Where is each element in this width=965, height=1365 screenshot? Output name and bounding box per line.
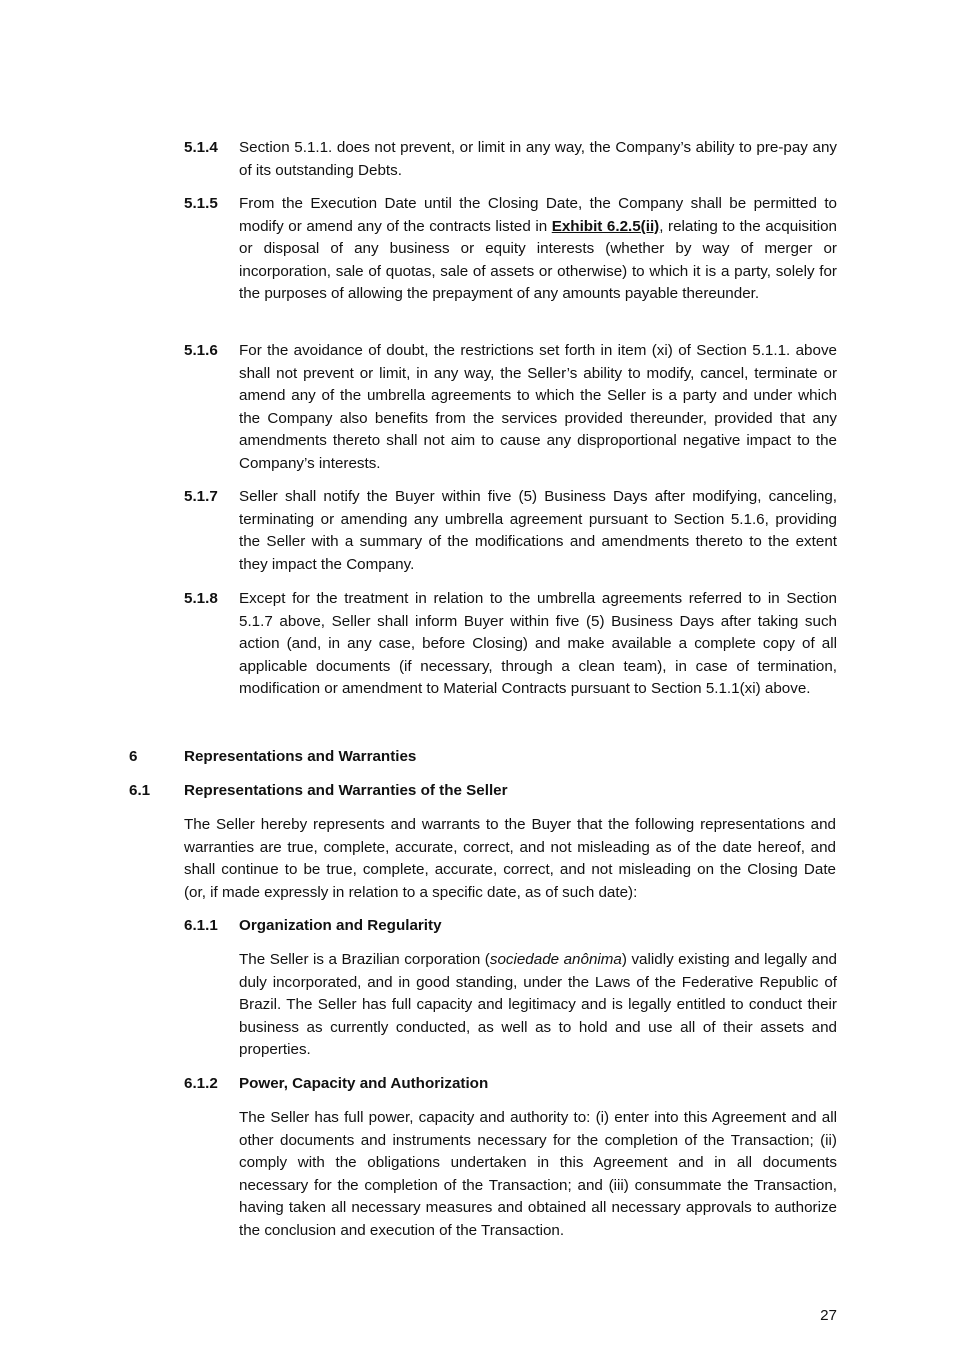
page-number: 27 (820, 1307, 837, 1324)
section-number: 5.1.8 (184, 590, 218, 607)
heading-title: Power, Capacity and Authorization (239, 1075, 489, 1092)
section-text: Section 5.1.1. does not prevent, or limit in any way, the Company’s ability to pre-pay any of its outstanding Debts. (239, 139, 837, 179)
section-text (239, 193, 837, 306)
heading-title: Organization and Regularity (239, 917, 442, 934)
heading-number: 6 (129, 748, 138, 765)
text-fragment: ) validly existing and legally and duly incorporated, and in good standing, under the Laws of the Federative Republic of Brazil. The Seller has full capacity and legitimacy and is legally entitled to conduct their business as currently conducted, as well as to hold and use all of their assets and properties. (239, 951, 837, 1058)
text-fragment: , relating to the acquisition or disposal of any business or equity interests (whether by way of merger or incorporation, sale of quotas, sale of assets or otherwise) to which it is a party, solely for the purposes of allowing the prepayment of any amounts payable thereunder. (239, 217, 838, 302)
text-fragment: The Seller is a Brazilian corporation ( (239, 951, 490, 968)
section-number: 5.1.4 (184, 139, 218, 156)
paragraph-text (239, 949, 837, 1062)
heading-number: 6.1 (129, 782, 151, 799)
paragraph-text: The Seller hereby represents and warrants to the Buyer that the following representations and warranties are true, complete, accurate, correct, and not misleading as of the date hereof, and shall continue to be true, complete, accurate, correct, and not misleading on the Closing Date (or, if made expressly in relation to a specific date, as of such date): (184, 816, 836, 901)
section-text: Seller shall notify the Buyer within five (5) Business Days after modifying, canceling, terminating or amending any umbrella agreement pursuant to Section 5.1.6, providing the Seller with a summary of the modifications and amendments thereto to the extent they impact the Company. (239, 488, 837, 573)
paragraph-6-1 (184, 814, 836, 904)
section-text: Except for the treatment in relation to the umbrella agreements referred to in Section 5.1.7 above, Seller shall inform Buyer within five (5) Business Days after taking such action (and, in any case, before Closing) and make available a complete copy of all applicable documents (if necessary, through a clean team), in case of termination, modification or amendment to Material Contracts pursuant to Section 5.1.1(xi) above. (239, 590, 837, 697)
paragraph-6-1-1 (239, 949, 837, 1062)
exhibit-link[interactable]: Exhibit 6.2.5(ii) (551, 217, 660, 235)
heading-title: Representations and Warranties of the Seller (184, 782, 508, 799)
section-number: 5.1.5 (184, 195, 218, 212)
heading-title: Representations and Warranties (184, 748, 417, 765)
section-number: 5.1.6 (184, 342, 218, 359)
heading-number: 6.1.1 (184, 917, 218, 934)
heading-number: 6.1.2 (184, 1075, 218, 1092)
italic-term: sociedade anônima (489, 951, 622, 968)
section-text: For the avoidance of doubt, the restrictions set forth in item (xi) of Section 5.1.1. above shall not prevent or limit, in any way, the Seller’s ability to modify, cancel, terminate or amend any of the umbrella agreements to which the Seller is a party and under which the Company also benefits from the services provided thereunder, provided that any amendments thereto shall not aim to cause any disproportional negative impact to the Company’s interests. (239, 342, 837, 472)
paragraph-text: The Seller has full power, capacity and authority to: (i) enter into this Agreement and all other documents and instruments necessary for the completion of the Transaction; (ii) comply with the obligations undertaken in this Agreement and in all documents necessary for the completion of the Transaction; and (iii) consummate the Transaction, having taken all necessary measures and obtained all necessary approvals to authorize the conclusion and execution of the Transaction. (239, 1109, 837, 1239)
paragraph-6-1-2 (239, 1107, 837, 1242)
text-fragment: From the Execution Date until the Closing Date, the Company shall be permitted to modify or amend any of the contracts listed in (239, 195, 837, 235)
section-number: 5.1.7 (184, 488, 218, 505)
